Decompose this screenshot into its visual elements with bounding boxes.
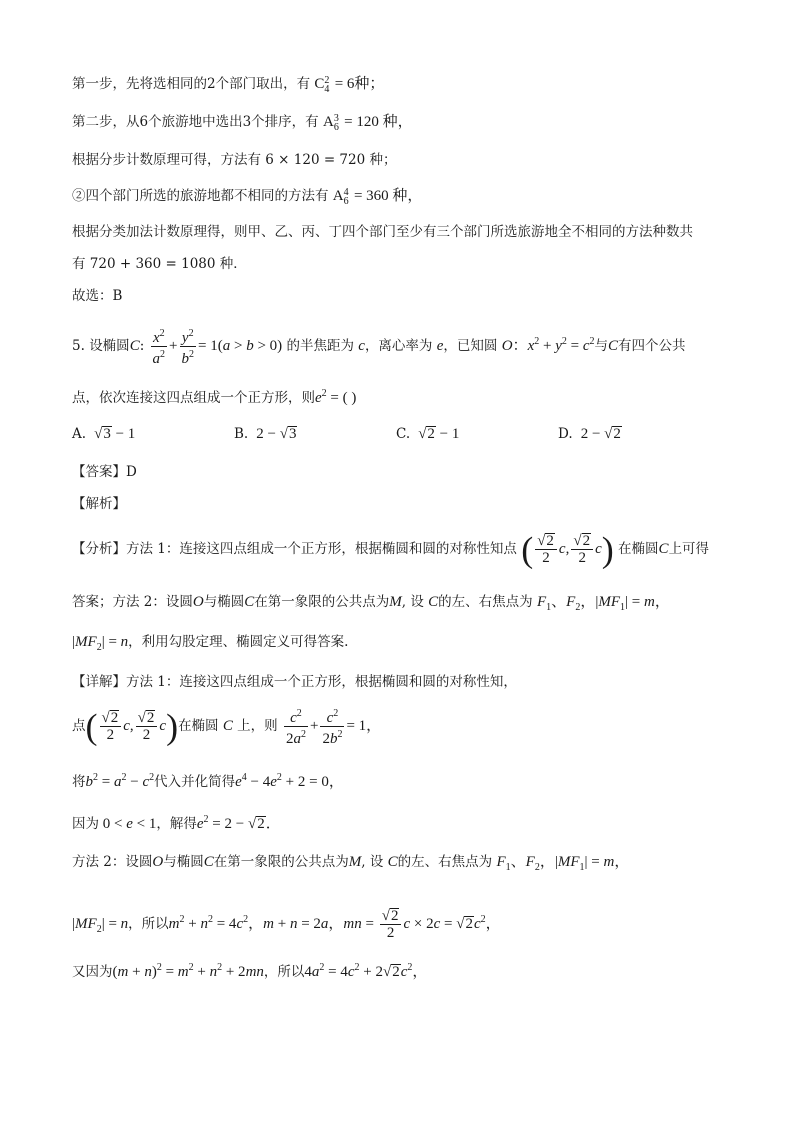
stem-line2: 点，依次连接这四点组成一个正方形，则 <box>72 390 315 406</box>
class-rule-line2: 有 720 + 360 = 1080 种． <box>72 256 247 272</box>
fenxi-tag: 【分析】 <box>72 541 126 557</box>
step4-line: ②四个部门所选的旅游地都不相同的方法有 A 4 6 = 360 种， <box>72 186 423 207</box>
question-5-stem-line2: 点，依次连接这四点组成一个正方形，则$e^2$ = ( ) <box>72 388 357 406</box>
fenxi-line2-d: 设 <box>410 594 424 610</box>
stem-d: ，已知圆 <box>443 338 498 354</box>
fenxi-line3-text: ，利用勾股定理、椭圆定义可得答案. <box>128 634 349 650</box>
method2-line2: $|MF_2| = n$，所以$m^2 + n^2 = 4c^2$，m + n = 2a，mn = $\frac{√2}{2}$ $c \times 2c = √2c^2$， <box>72 908 501 942</box>
option-b-label: B. <box>234 426 249 442</box>
choose-line: 故选：B <box>72 288 123 304</box>
step4-math: = 360 种， <box>353 188 423 204</box>
fenxi-line1-a: 方法 1：连接这四点组成一个正方形，根据椭圆和圆的对称性知点 <box>126 541 517 557</box>
option-a-label: A. <box>72 426 87 442</box>
xiangjie-line1 <box>72 672 517 692</box>
method2-line3-b: ，所以 <box>263 964 305 980</box>
answer-value: D <box>126 464 137 480</box>
method2-d: 设 <box>369 854 384 870</box>
step1-math: = 6种； <box>334 76 385 92</box>
fenxi-line1-c: 上可得 <box>668 541 710 557</box>
step1-line: 第一步，先将选相同的2个部门取出，有 C 2 4 = 6种； <box>72 74 385 95</box>
fenxi-line2: 答案；方法 2：设圆O与椭圆C在第一象限的公共点为M, 设 C的左、右焦点为 $F_1$、$F_2$，$|MF_1| = m$， <box>72 594 670 613</box>
option-c-label: C. <box>396 426 411 442</box>
method2-c: 在第一象限的公共点为 <box>213 854 349 870</box>
question-5-stem: 5. 设椭圆C: $\frac{x^2}{a^2}$ + $\frac{y^2}{b^2}$ = 1(a > b > 0) 的半焦距为 c，离心率为 e，已知圆 O：$x^2 + y^2 = c^2$与C有四个公共 <box>72 328 686 368</box>
option-c[interactable]: C. √2 − 1 <box>396 426 460 442</box>
xiangjie-line2-c: 上，则 <box>237 718 278 734</box>
fenxi-line2-e: 的左、右焦点为 <box>438 594 533 610</box>
answer-tag: 【答案】 <box>72 464 126 480</box>
stem-e: 与 <box>594 338 609 354</box>
xiangjie-line3-b: 代入并化简得 <box>154 774 236 790</box>
class-rule-line1: 根据分类加法计数原理得，则甲、乙、丙、丁四个部门至少有三个部门所选旅游地全不相同的方法种数共 <box>72 224 693 240</box>
xiangjie-line1-text: 方法 1：连接这四点组成一个正方形，根据椭圆和圆的对称性知， <box>126 674 517 690</box>
option-b[interactable]: B. 2 − √3 <box>234 426 297 442</box>
xiangjie-line4-b: ，解得 <box>156 816 197 832</box>
option-a[interactable]: A. √3 − 1 <box>72 426 136 442</box>
method2-line1: 方法 2：设圆O与椭圆C在第一象限的公共点为M, 设 C的左、右焦点为 $F_1$、$F_2$，$|MF_1| = m$， <box>72 854 630 873</box>
method2-line2-a: ，所以 <box>128 916 169 932</box>
option-d[interactable]: D. 2 − √2 <box>558 426 621 442</box>
xiangjie-line2-b: 在椭圆 <box>178 718 219 734</box>
fenxi-line1: 【分析】方法 1：连接这四点组成一个正方形，根据椭圆和圆的对称性知点 ( $\frac{√2}{2}$ c, $\frac{√2}{2}$ c) 在椭圆C上可得 <box>72 529 710 570</box>
method2-e: 的左、右焦点为 <box>397 854 493 870</box>
xiangjie-line2-a: 点 <box>72 718 86 734</box>
stem-b: 的半焦距为 <box>286 338 354 354</box>
step2-line: 第二步，从6个旅游地中选出3个排序，有 A 3 6 = 120 种， <box>72 112 413 133</box>
fenxi-line1-b: 在椭圆 <box>618 541 659 557</box>
xiangjie-line4: 因为 0 < e < 1，解得$e^2 = 2 - √2$． <box>72 814 281 832</box>
xiangjie-line3: 将$b^2 = a^2 - c^2$代入并化简得$e^4 - 4e^2 + 2 = 0$， <box>72 772 344 790</box>
xiangjie-line3-a: 将 <box>72 774 86 790</box>
step1-text: 第一步，先将选相同的2个部门取出，有 <box>72 76 311 92</box>
xiangjie-line2: 点( $\frac{√2}{2}$ c, $\frac{√2}{2}$ c)在椭圆 C 上，则 $\frac{c^2}{2a^2}$ + $\frac{c^2}{2b^2}$ = 1， <box>72 706 382 748</box>
method2-a: 方法 2：设圆 <box>72 854 153 870</box>
step4-text: ②四个部门所选的旅游地都不相同的方法有 <box>72 188 329 204</box>
stem-c: ，离心率为 <box>364 338 433 354</box>
stem-a: 设椭圆 <box>89 338 130 354</box>
option-d-label: D. <box>558 426 573 442</box>
xiangjie-tag: 【详解】 <box>72 674 126 690</box>
step3-line: 根据分步计数原理可得，方法有 6 × 120 = 720 种； <box>72 152 397 168</box>
answer-line <box>72 462 137 482</box>
step2-text: 第二步，从6个旅游地中选出3个排序，有 <box>72 114 319 130</box>
fenxi-line3: $|MF_2| = n$，利用勾股定理、椭圆定义可得答案. <box>72 634 349 653</box>
analysis-tag: 【解析】 <box>72 496 126 512</box>
stem-line2-end: = ( ) <box>330 390 357 406</box>
xiangjie-line4-a: 因为 <box>72 816 99 832</box>
fenxi-line2-b: 与椭圆 <box>203 594 245 610</box>
question-number: 5. <box>72 338 85 354</box>
method2-line3: 又因为$(m + n)^2 = m^2 + n^2 + 2mn$，所以$4a^2 = 4c^2 + 2√2c^2$， <box>72 962 428 980</box>
method2-line3-a: 又因为 <box>72 964 113 980</box>
fenxi-line2-c: 在第一象限的公共点为 <box>254 594 390 610</box>
method2-b: 与椭圆 <box>163 854 204 870</box>
step2-math: = 120 种， <box>344 114 413 130</box>
stem-f: 有四个公共 <box>618 338 686 354</box>
fenxi-line2-a: 答案；方法 2：设圆 <box>72 594 193 610</box>
